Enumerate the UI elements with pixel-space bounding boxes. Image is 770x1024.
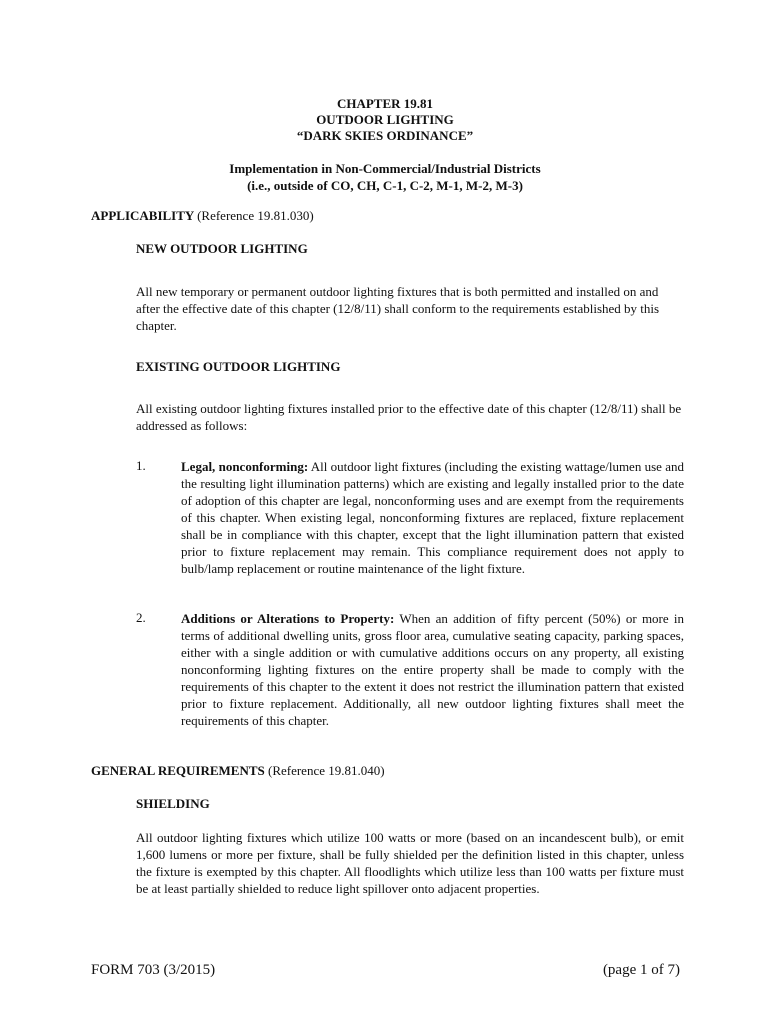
general-title: GENERAL REQUIREMENTS	[91, 763, 265, 778]
district-scope: (i.e., outside of CO, CH, C-1, C-2, M-1, M-2, M-3)	[247, 178, 523, 193]
chapter-number: CHAPTER 19.81	[336, 96, 434, 111]
general-reference: (Reference 19.81.040)	[267, 763, 385, 778]
item-number: 2.	[136, 610, 146, 625]
applicability-reference: (Reference 19.81.030)	[197, 208, 314, 223]
implementation-title: Implementation in Non-Commercial/Industrial Districts	[229, 161, 541, 176]
item-text: All outdoor light fixtures (including the existing wattage/lumen use and the resulting light illumination patterns) which are existing and legally installed prior to the date of adoption of this chapter are legal, nonconforming uses and are exempt from the requirements of this chapter. When existing legal, nonconforming fixtures are replaced, fixture replacement shall be in compliance with this chapter, except that the light illumination pattern that existed prior to fixture replacement may remain. This compliance requirement does not apply to bulb/lamp replacement or routine maintenance of the light fixture.	[181, 459, 684, 576]
new-lighting-text: All new temporary or permanent outdoor lighting fixtures that is both permitted and installed on and after the effective date of this chapter (12/8/11) shall conform to the requirements established by this chapter.	[136, 284, 660, 333]
chapter-subject: OUTDOOR LIGHTING	[316, 112, 454, 127]
item-title: Legal, nonconforming:	[181, 459, 309, 474]
ordinance-name: “DARK SKIES ORDINANCE”	[296, 128, 474, 143]
page-number: (page 1 of 7)	[602, 962, 680, 978]
list-item-legal-nonconforming	[181, 458, 684, 577]
applicability-title: APPLICABILITY	[91, 208, 194, 223]
list-item-additions-alterations	[181, 610, 684, 729]
item-text: When an addition of fifty percent (50%) or more in terms of additional dwelling units, gross floor area, cumulative seating capacity, parking spaces, either with a single addition or with cumulative additions occurs on any property, all existing nonconforming lighting fixtures on the entire property shall be made to comply with the requirements of this chapter to the extent it does not restrict the illumination pattern that existed prior to fixture replacement. Additionally, all new outdoor lighting fixtures shall meet the requirements of this chapter.	[181, 611, 685, 728]
item-title: Additions or Alterations to Property:	[181, 611, 395, 626]
shielding-heading: SHIELDING	[136, 796, 210, 811]
new-lighting-heading: NEW OUTDOOR LIGHTING	[136, 241, 308, 256]
existing-lighting-heading: EXISTING OUTDOOR LIGHTING	[136, 359, 341, 374]
applicability-heading	[91, 208, 314, 224]
existing-lighting-text: All existing outdoor lighting fixtures installed prior to the effective date of this chapter (12/8/11) shall be addressed as follows:	[136, 401, 682, 433]
shielding-text: All outdoor lighting fixtures which utilize 100 watts or more (based on an incandescent bulb), or emit 1,600 lumens or more per fixture, shall be fully shielded per the definition listed in this chapter, unless the fixture is exempted by this chapter. All floodlights which utilize less than 100 watts per fixture must be at least partially shielded to reduce light spillover onto adjacent properties.	[136, 830, 684, 896]
item-number: 1.	[136, 458, 146, 473]
general-requirements-heading	[91, 763, 385, 779]
form-number: FORM 703 (3/2015)	[91, 962, 216, 978]
